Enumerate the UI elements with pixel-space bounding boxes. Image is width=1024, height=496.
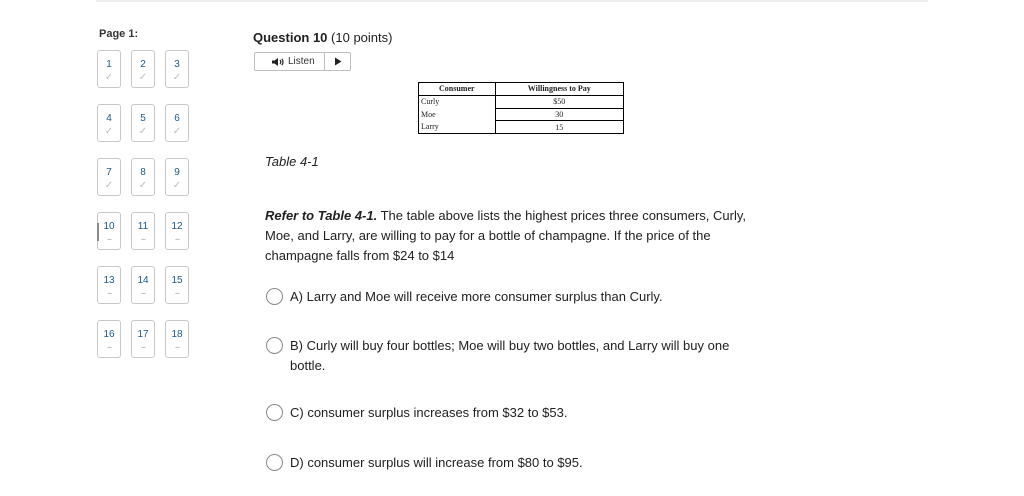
choice-a[interactable] — [266, 287, 765, 307]
table-cell-consumer: Curly — [419, 95, 496, 108]
nav-question-17[interactable] — [131, 320, 155, 358]
question-stem-text: The table above lists the highest prices three consumers, Curly, Moe, and Larry, are willing to pay for a bottle of champagne. If the price of the champagne falls from $24 to $14 — [265, 208, 746, 263]
table-cell-wtp: 15 — [495, 121, 623, 134]
nav-question-number: 9 — [174, 167, 180, 178]
nav-question-6[interactable] — [165, 104, 189, 142]
answered-check-icon: ✓ — [138, 126, 148, 137]
nav-question-number: 6 — [174, 113, 180, 124]
choice-d[interactable] — [266, 453, 765, 473]
table-header-consumer: Consumer — [419, 83, 496, 96]
nav-question-9[interactable] — [165, 158, 189, 196]
nav-question-16[interactable] — [97, 320, 121, 358]
nav-question-15[interactable] — [165, 266, 189, 304]
nav-question-number: 2 — [140, 59, 146, 70]
question-points: (10 points) — [331, 30, 393, 45]
table-row — [419, 121, 624, 134]
page-label: Page 1: — [99, 28, 139, 40]
table-caption: Table 4-1 — [265, 154, 319, 169]
unanswered-status: -- — [107, 342, 111, 352]
answered-check-icon: ✓ — [104, 72, 114, 83]
nav-question-number: 10 — [103, 221, 115, 232]
table-cell-wtp: 30 — [495, 108, 623, 121]
table-row — [419, 108, 624, 121]
choice-a-label: A) Larry and Moe will receive more consumer surplus than Curly. — [290, 289, 663, 304]
radio-button-a[interactable] — [266, 288, 283, 305]
willingness-to-pay-table — [418, 82, 624, 134]
unanswered-status: -- — [107, 288, 111, 298]
answered-check-icon: ✓ — [138, 72, 148, 83]
table-header-willingness: Willingness to Pay — [495, 83, 623, 96]
choice-b[interactable] — [266, 336, 765, 376]
play-icon — [334, 57, 342, 66]
table-reference: Refer to Table 4-1. — [265, 208, 378, 223]
question-navigator — [97, 50, 193, 368]
nav-question-number: 11 — [137, 221, 149, 232]
play-button[interactable] — [325, 53, 350, 70]
answered-check-icon: ✓ — [172, 180, 182, 191]
table-cell-wtp: $50 — [495, 95, 623, 108]
unanswered-status: -- — [141, 288, 145, 298]
nav-question-1[interactable] — [97, 50, 121, 88]
unanswered-status: -- — [175, 342, 179, 352]
nav-question-number: 3 — [174, 59, 180, 70]
nav-question-number: 16 — [103, 329, 115, 340]
unanswered-status: -- — [175, 234, 179, 244]
answered-check-icon: ✓ — [172, 72, 182, 83]
nav-question-number: 5 — [140, 113, 146, 124]
unanswered-status: -- — [175, 288, 179, 298]
nav-question-18[interactable] — [165, 320, 189, 358]
unanswered-status: -- — [107, 234, 111, 244]
top-divider — [96, 0, 928, 2]
nav-question-number: 18 — [171, 329, 183, 340]
radio-button-d[interactable] — [266, 454, 283, 471]
radio-button-b[interactable] — [266, 337, 283, 354]
choice-d-label: D) consumer surplus will increase from $80 to $95. — [290, 455, 583, 470]
answered-check-icon: ✓ — [138, 180, 148, 191]
table-row — [419, 95, 624, 108]
nav-question-4[interactable] — [97, 104, 121, 142]
nav-question-number: 1 — [106, 59, 112, 70]
table-cell-consumer: Moe — [419, 108, 496, 121]
nav-question-10[interactable] — [97, 212, 121, 250]
nav-question-number: 8 — [140, 167, 146, 178]
nav-question-number: 7 — [106, 167, 112, 178]
nav-question-11[interactable] — [131, 212, 155, 250]
nav-question-8[interactable] — [131, 158, 155, 196]
table-header-row — [419, 83, 624, 96]
unanswered-status: -- — [141, 234, 145, 244]
answered-check-icon: ✓ — [104, 180, 114, 191]
nav-question-14[interactable] — [131, 266, 155, 304]
answered-check-icon: ✓ — [104, 126, 114, 137]
choice-c[interactable] — [266, 403, 765, 423]
nav-question-number: 15 — [171, 275, 183, 286]
table-cell-consumer: Larry — [419, 121, 496, 134]
question-title — [253, 30, 392, 45]
answered-check-icon: ✓ — [172, 126, 182, 137]
nav-question-number: 4 — [106, 113, 112, 124]
nav-question-5[interactable] — [131, 104, 155, 142]
unanswered-status: -- — [141, 342, 145, 352]
nav-question-12[interactable] — [165, 212, 189, 250]
radio-button-c[interactable] — [266, 404, 283, 421]
nav-question-number: 14 — [137, 275, 149, 286]
nav-question-2[interactable] — [131, 50, 155, 88]
nav-question-number: 17 — [137, 329, 149, 340]
question-stem — [265, 206, 775, 266]
listen-button[interactable] — [255, 53, 325, 70]
listen-label: Listen — [288, 56, 315, 67]
nav-question-3[interactable] — [165, 50, 189, 88]
listen-widget — [254, 52, 351, 71]
choice-c-label: C) consumer surplus increases from $32 to $53. — [290, 405, 568, 420]
nav-question-7[interactable] — [97, 158, 121, 196]
speaker-icon — [271, 57, 285, 67]
choice-b-label: B) Curly will buy four bottles; Moe will buy two bottles, and Larry will buy one bottle. — [290, 338, 730, 373]
nav-question-number: 12 — [171, 221, 183, 232]
nav-question-number: 13 — [103, 275, 115, 286]
nav-question-13[interactable] — [97, 266, 121, 304]
question-number: Question 10 — [253, 30, 328, 45]
